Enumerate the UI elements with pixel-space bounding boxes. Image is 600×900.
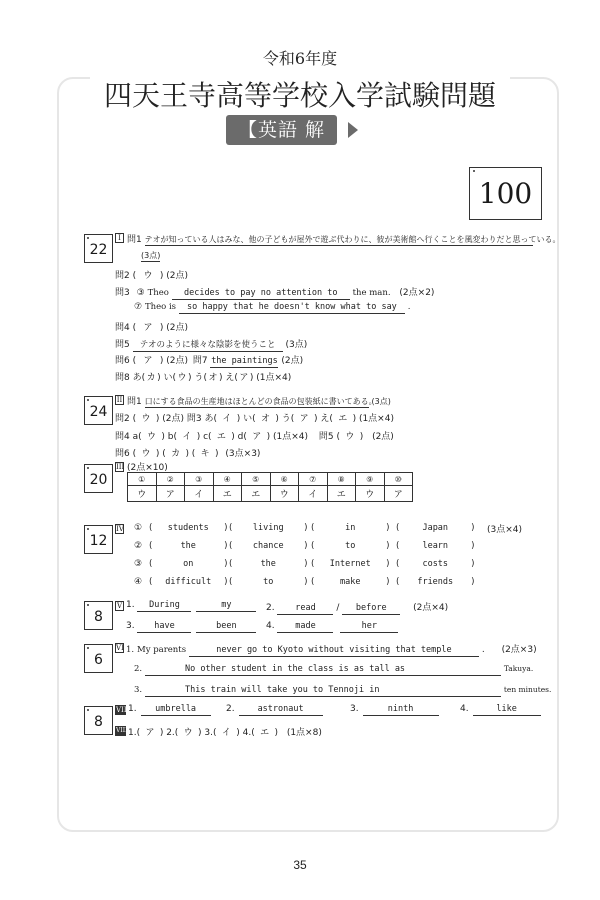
answer-cell: エ bbox=[327, 486, 356, 502]
section-7-item bbox=[226, 704, 323, 716]
q-label: 問3 bbox=[186, 414, 202, 424]
section-1-q5 bbox=[115, 337, 307, 352]
answer-word: students bbox=[167, 523, 209, 533]
item-number: 2. bbox=[266, 603, 275, 613]
word-slot: ( difficult ) bbox=[148, 577, 229, 587]
dot-icon bbox=[87, 709, 89, 711]
item-number: 1. bbox=[128, 704, 137, 714]
answer-choice: ア bbox=[299, 414, 309, 424]
q-label: 問4 bbox=[115, 323, 130, 333]
col-header: ⑤ bbox=[242, 473, 271, 486]
item-number: 1. bbox=[126, 645, 135, 655]
section-1-score: 22 bbox=[89, 242, 108, 258]
q-label: 問8 bbox=[115, 373, 130, 383]
answer-word: like bbox=[473, 704, 541, 716]
q-label: 問2 bbox=[115, 414, 130, 424]
section-2-score-box bbox=[84, 396, 113, 425]
prefix: Theo is bbox=[144, 302, 177, 312]
section-1-q1-points bbox=[141, 250, 160, 262]
answer-text: decides to pay no attention to bbox=[172, 288, 350, 300]
answer-word: before bbox=[342, 603, 400, 615]
section-1-q3b bbox=[134, 302, 410, 314]
item-number: ③ bbox=[136, 288, 145, 298]
answer-choice: キ bbox=[200, 449, 210, 459]
section-5-item-1 bbox=[126, 600, 256, 612]
word-slot: ( students ) bbox=[148, 523, 229, 533]
answer-choice: オ bbox=[260, 414, 270, 424]
suffix: . bbox=[481, 645, 485, 655]
section-2-score: 24 bbox=[89, 404, 108, 420]
section-5-numeral: V bbox=[116, 602, 123, 610]
answer-cell: ウ bbox=[356, 486, 385, 502]
section-6-item-1 bbox=[126, 642, 537, 657]
section-4-numeral: IV bbox=[116, 525, 124, 533]
answer-word: living bbox=[252, 523, 284, 533]
q-label: 問2 bbox=[115, 271, 130, 281]
points: (3点) bbox=[141, 251, 161, 260]
section-2-q6: 問6 ( ウ ) ( カ ) ( キ ) (3点×3) bbox=[115, 446, 260, 459]
answer-cell: エ bbox=[242, 486, 271, 502]
item-number: 2. bbox=[226, 704, 235, 714]
dot-icon bbox=[87, 647, 89, 649]
dot-icon bbox=[87, 604, 89, 606]
section-3-answer-table bbox=[127, 472, 413, 502]
answer-choice: カ bbox=[146, 373, 156, 383]
answer-choice: イ bbox=[182, 432, 192, 442]
answer-choice: ア bbox=[145, 728, 155, 738]
q-label: 問6 bbox=[115, 356, 130, 366]
points: (2点) bbox=[166, 271, 188, 281]
answer-word: umbrella bbox=[141, 704, 211, 716]
answer-text: テオのように様々な陰影を使うこと bbox=[133, 340, 283, 352]
key: あ bbox=[204, 414, 214, 424]
separator: / bbox=[336, 603, 340, 613]
section-5-score: 8 bbox=[94, 609, 103, 625]
subject-badge: 【英語 解答】 bbox=[226, 115, 337, 145]
section-1-q2: 問2 ( ウ ) (2点) bbox=[115, 268, 188, 281]
suffix: the man. bbox=[352, 288, 391, 298]
answer-cell: エ bbox=[213, 486, 242, 502]
dot-icon bbox=[87, 399, 89, 401]
points: (1点×4) bbox=[358, 414, 394, 424]
col-header: ⑦ bbox=[299, 473, 328, 486]
answer-text: This train will take you to Tennoji in bbox=[145, 685, 501, 697]
answer-choice: カ bbox=[171, 449, 181, 459]
points: (2点) bbox=[372, 432, 394, 442]
answer-word: learn bbox=[422, 541, 449, 551]
section-2-numeral: II bbox=[116, 396, 123, 404]
key: c bbox=[203, 432, 209, 442]
page-number: 35 bbox=[293, 858, 307, 872]
key: a bbox=[132, 432, 139, 442]
points: (1点×4) bbox=[256, 373, 292, 383]
answer-word: made bbox=[277, 621, 333, 633]
points: (3点×3) bbox=[225, 449, 261, 459]
col-header: ⑩ bbox=[384, 473, 413, 486]
section-6-score-box bbox=[84, 644, 113, 673]
section-2-q1 bbox=[127, 394, 391, 408]
answer-text: テオが知っている人はみな、他の子どもが屋外で遊ぶ代わりに、彼が美術館へ行くことを風変わりだと思っている。 bbox=[144, 235, 561, 244]
section-1-q4: 問4 ( ア ) (2点) bbox=[115, 320, 188, 333]
word-slot: ( living ) bbox=[228, 523, 309, 533]
dot-icon bbox=[87, 467, 89, 469]
col-header: ③ bbox=[185, 473, 214, 486]
answer-word: During bbox=[137, 600, 191, 612]
item-number: 4. bbox=[266, 621, 275, 631]
item-number: 2. bbox=[166, 728, 175, 738]
exam-year: 令和6年度 bbox=[262, 49, 338, 68]
q-label: 問1 bbox=[127, 397, 142, 407]
section-3-score-box bbox=[84, 464, 113, 493]
answer-word: Internet bbox=[329, 559, 371, 569]
points: (1点×8) bbox=[286, 728, 322, 738]
word-slot: ( make ) bbox=[310, 577, 391, 587]
section-3-numeral: III bbox=[116, 463, 125, 471]
word-slot: ( learn ) bbox=[395, 541, 476, 551]
item-number: 3. bbox=[134, 685, 143, 695]
answer-word: to bbox=[263, 577, 274, 587]
answer-text: so happy that he doesn't know what to say bbox=[179, 302, 405, 314]
word-slot: ( costs ) bbox=[395, 559, 476, 569]
q-label: 問5 bbox=[318, 432, 334, 442]
item-number: 3. bbox=[126, 621, 135, 631]
prefix: My parents bbox=[137, 645, 187, 655]
table-header-row bbox=[128, 473, 413, 486]
section-4-points: (3点×4) bbox=[487, 525, 523, 535]
answer-cell: ウ bbox=[270, 486, 299, 502]
points: (2点) bbox=[281, 356, 304, 366]
section-8-numeral: VIII bbox=[116, 727, 128, 734]
word-slot: ( friends ) bbox=[395, 577, 476, 587]
answer-choice: イ bbox=[222, 414, 232, 424]
answer-word: to bbox=[345, 541, 356, 551]
answer-choice: ウ bbox=[345, 432, 355, 442]
q-label: 問3 bbox=[115, 288, 130, 298]
item-number: 4. bbox=[460, 704, 469, 714]
answer-choice: ウ bbox=[141, 449, 151, 459]
answer-word: have bbox=[137, 621, 191, 633]
answer-word: difficult bbox=[165, 577, 212, 587]
arrow-right-icon bbox=[348, 122, 358, 138]
word-slot: ( to ) bbox=[310, 541, 391, 551]
suffix: . bbox=[407, 302, 411, 312]
q-label: 問1 bbox=[127, 235, 142, 245]
key: う bbox=[194, 373, 204, 383]
section-1-q6-q7: 問6 ( ア ) (2点) 問7 the paintings (2点) bbox=[115, 353, 303, 368]
col-header: ④ bbox=[213, 473, 242, 486]
item-number: ① bbox=[134, 523, 143, 533]
key: d bbox=[237, 432, 244, 442]
total-score: 100 bbox=[478, 177, 533, 210]
section-6-item-2 bbox=[134, 664, 533, 676]
section-1-q3a bbox=[115, 285, 434, 300]
answer-text: never go to Kyoto without visiting that temple bbox=[189, 645, 479, 657]
answer-word: Japan bbox=[422, 523, 449, 533]
key: あ bbox=[132, 373, 142, 383]
answer-choice: エ bbox=[260, 728, 270, 738]
answer-choice: ウ bbox=[146, 432, 156, 442]
answer-choice: ア bbox=[239, 373, 249, 383]
item-number: 1. bbox=[126, 600, 135, 610]
suffix: Takuya. bbox=[503, 664, 534, 673]
section-5-item-2 bbox=[266, 600, 448, 615]
answer-choice: ア bbox=[143, 323, 153, 333]
answer-text: 口にする食品の生産地はほとんどの食品の包装紙に書いてある。 bbox=[144, 397, 377, 406]
answer-word: her bbox=[340, 621, 398, 633]
q-label: 問7 bbox=[192, 356, 208, 366]
section-8-items: 1.( ア ) 2.( ウ ) 3.( イ ) 4.( エ ) (1点×8) bbox=[128, 725, 322, 738]
answer-word: friends bbox=[417, 577, 454, 587]
key: え bbox=[320, 414, 330, 424]
answer-choice: ア bbox=[252, 432, 262, 442]
answer-choice: ウ bbox=[143, 271, 153, 281]
item-number: ④ bbox=[134, 577, 143, 587]
answer-choice: ウ bbox=[183, 728, 193, 738]
section-1-q1 bbox=[127, 232, 561, 246]
word-slot: ( Japan ) bbox=[395, 523, 476, 533]
section-7-numeral: VII bbox=[116, 706, 127, 714]
points: (3点) bbox=[285, 340, 308, 350]
word-slot: ( the ) bbox=[148, 541, 229, 551]
section-7-item bbox=[460, 704, 541, 716]
answer-choice: エ bbox=[338, 414, 348, 424]
q-label: 問6 bbox=[115, 449, 130, 459]
points: (1点×4) bbox=[272, 432, 308, 442]
dot-icon bbox=[87, 237, 89, 239]
answer-cell: ア bbox=[156, 486, 185, 502]
section-2-q4-q5: 問4 a( ウ ) b( イ ) c( エ ) d( ア ) (1点×4) 問5 ( ウ ) (2点) bbox=[115, 429, 394, 442]
points: (3点) bbox=[371, 397, 391, 406]
item-number: 3. bbox=[204, 728, 213, 738]
item-number: ② bbox=[134, 541, 143, 551]
section-3-score: 20 bbox=[89, 472, 108, 488]
word-slot: ( chance ) bbox=[228, 541, 309, 551]
answer-word: been bbox=[196, 621, 256, 633]
points: (2点) bbox=[166, 356, 188, 366]
section-5-item-4 bbox=[266, 621, 398, 633]
section-7-score-box bbox=[84, 706, 113, 735]
section-7-item bbox=[128, 704, 211, 716]
answer-word: make bbox=[340, 577, 361, 587]
answer-word: costs bbox=[422, 559, 449, 569]
item-number: ③ bbox=[134, 559, 143, 569]
section-6-item-3 bbox=[134, 685, 551, 697]
key: い bbox=[163, 373, 173, 383]
col-header: ⑧ bbox=[327, 473, 356, 486]
answer-word: read bbox=[277, 603, 333, 615]
points: (2点×3) bbox=[501, 645, 537, 655]
points: (2点×2) bbox=[399, 288, 435, 298]
answer-word: chance bbox=[252, 541, 284, 551]
key: b bbox=[167, 432, 174, 442]
answer-cell: ア bbox=[384, 486, 413, 502]
item-number: 2. bbox=[134, 664, 143, 674]
col-header: ② bbox=[156, 473, 185, 486]
points: (2点) bbox=[162, 414, 184, 424]
item-number: 4. bbox=[242, 728, 252, 738]
answer-choice: エ bbox=[216, 432, 226, 442]
points: (2点×4) bbox=[413, 603, 449, 613]
section-1-score-box bbox=[84, 234, 113, 263]
section-1-q8: 問8 あ(カ ) い(ウ ) う(オ ) え(ア ) (1点×4) bbox=[115, 370, 291, 383]
section-4-score-box bbox=[84, 525, 113, 554]
section-2-q2-q3: 問2 ( ウ ) (2点) 問3 あ( イ ) い( オ ) う( ア ) え( エ ) (1点×4) bbox=[115, 411, 394, 424]
total-score-box bbox=[469, 167, 542, 220]
section-5-item-3 bbox=[126, 621, 256, 633]
word-slot: ( to ) bbox=[228, 577, 309, 587]
section-1-numeral: I bbox=[115, 233, 124, 243]
answer-choice: イ bbox=[221, 728, 231, 738]
dot-icon bbox=[473, 170, 475, 172]
col-header: ⑥ bbox=[270, 473, 299, 486]
key: え bbox=[225, 373, 235, 383]
answer-cell: ウ bbox=[128, 486, 157, 502]
answer-choice: ア bbox=[143, 356, 153, 366]
word-slot: ( the ) bbox=[228, 559, 309, 569]
section-6-score: 6 bbox=[94, 652, 103, 668]
answer-text: No other student in the class is as tall as bbox=[145, 664, 501, 676]
answer-cell: イ bbox=[299, 486, 328, 502]
word-slot: ( on ) bbox=[148, 559, 229, 569]
answer-word: my bbox=[196, 600, 256, 612]
key: う bbox=[281, 414, 291, 424]
section-7-item bbox=[350, 704, 439, 716]
dot-icon bbox=[87, 528, 89, 530]
section-3-points: (2点×10) bbox=[127, 463, 168, 473]
answer-text: the paintings bbox=[211, 356, 278, 366]
points: (2点) bbox=[166, 323, 188, 333]
section-6-numeral: VI bbox=[116, 644, 124, 652]
answer-word: on bbox=[183, 559, 194, 569]
answer-choice: ウ bbox=[141, 414, 151, 424]
key: い bbox=[243, 414, 253, 424]
answer-choice: ウ bbox=[177, 373, 187, 383]
answer-cell: イ bbox=[185, 486, 214, 502]
item-number: ⑦ bbox=[134, 302, 143, 312]
section-7-score: 8 bbox=[94, 714, 103, 730]
word-slot: ( Internet ) bbox=[310, 559, 391, 569]
q-label: 問4 bbox=[115, 432, 130, 442]
answer-word: in bbox=[345, 523, 356, 533]
exam-title: 四天王寺高等学校入学試験問題 bbox=[103, 79, 496, 112]
section-5-score-box bbox=[84, 601, 113, 630]
q-label: 問5 bbox=[115, 340, 130, 350]
table-answer-row bbox=[128, 486, 413, 502]
word-slot: ( in ) bbox=[310, 523, 391, 533]
prefix: Theo bbox=[147, 288, 169, 298]
answer-word: astronaut bbox=[239, 704, 323, 716]
suffix: ten minutes. bbox=[503, 685, 552, 694]
answer-choice: オ bbox=[208, 373, 218, 383]
answer-word: ninth bbox=[363, 704, 439, 716]
answer-word: the bbox=[260, 559, 276, 569]
item-number: 3. bbox=[350, 704, 359, 714]
col-header: ⑨ bbox=[356, 473, 385, 486]
item-number: 1. bbox=[128, 728, 137, 738]
section-4-score: 12 bbox=[89, 533, 108, 549]
answer-word: the bbox=[180, 541, 196, 551]
col-header: ① bbox=[128, 473, 157, 486]
